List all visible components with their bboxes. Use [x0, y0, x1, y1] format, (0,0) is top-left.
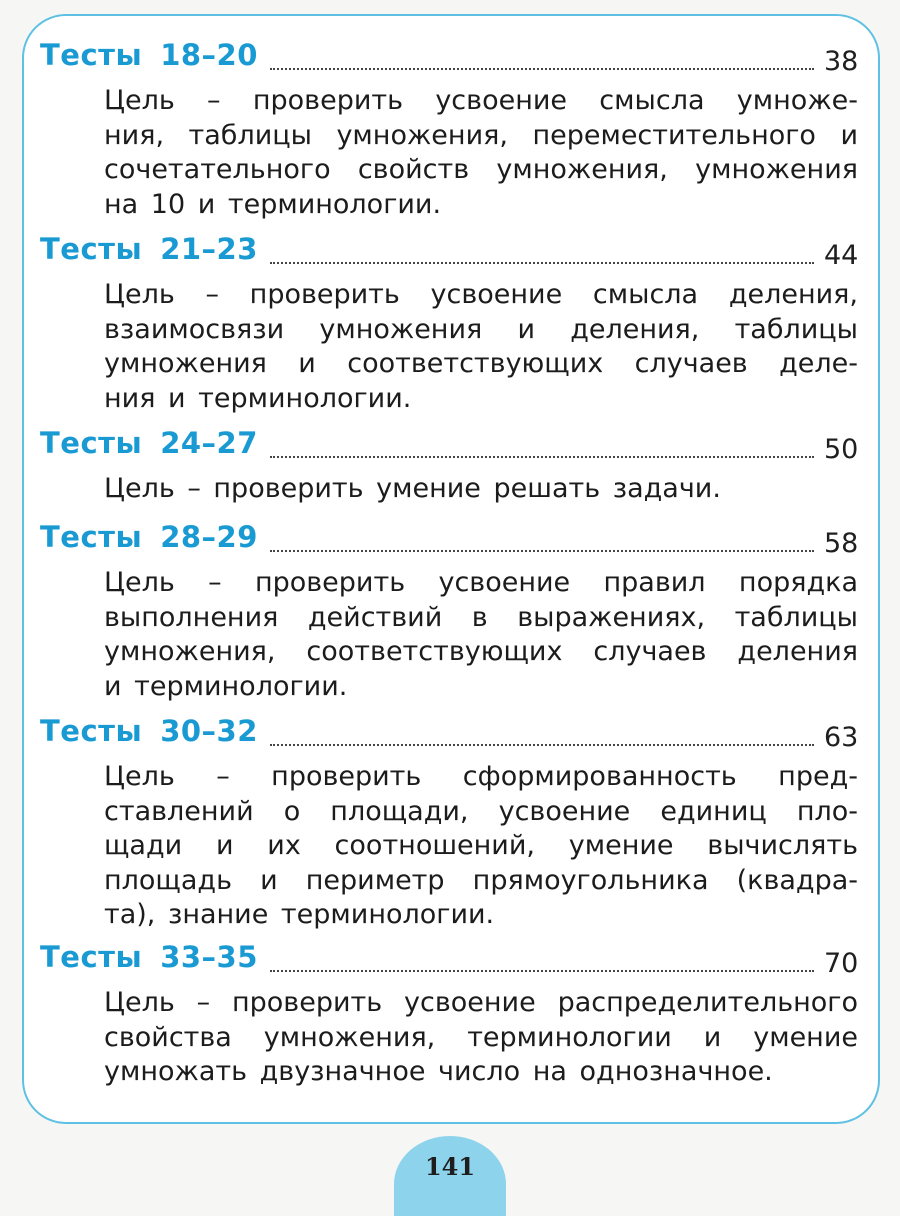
entry-title [40, 232, 258, 266]
description-line: щади и их соотношений, умение вычислять [104, 830, 858, 861]
description-line: свойства умножения, терминологии и умение [104, 1021, 858, 1053]
contents-frame [22, 14, 880, 1124]
entry-title [40, 940, 258, 974]
entry-label: Тесты [40, 426, 143, 460]
entry-label: Тесты [40, 232, 143, 266]
entry-heading [24, 38, 878, 84]
description-line: умножать двузначное число на однозначное. [104, 1056, 773, 1087]
page-ref: 70 [824, 948, 859, 979]
dot-leader [270, 68, 814, 70]
page-ref: 38 [824, 46, 859, 77]
description-line: умножения и соответствующих случаев деле- [104, 348, 858, 379]
description-line: и терминологии. [104, 670, 348, 702]
entry-heading [24, 940, 878, 986]
entry-label: Тесты [40, 940, 143, 974]
entry-heading [24, 232, 878, 278]
entry-heading [24, 714, 878, 760]
entry-range: 21–23 [160, 232, 258, 266]
entry-label: Тесты [40, 714, 143, 748]
entry-label: Тесты [40, 38, 143, 72]
toc-entry [24, 520, 878, 702]
description-line: Цель – проверить усвоение правил порядка [104, 567, 858, 598]
entry-title [40, 714, 258, 748]
description-line: взаимосвязи умножения и деления, таблицы [104, 313, 858, 345]
entry-range: 24–27 [160, 426, 258, 460]
dot-leader [270, 262, 814, 264]
page-number-tab [394, 1136, 506, 1216]
entry-title [40, 426, 258, 460]
dot-leader [270, 970, 814, 972]
description-line: ния и терминологии. [104, 382, 412, 414]
toc-entry [24, 714, 878, 930]
entry-range: 18–20 [160, 38, 258, 72]
description-line: Цель – проверить усвоение смысла умноже- [104, 85, 858, 116]
entry-title [40, 520, 258, 554]
description-line: на 10 и терминологии. [104, 188, 442, 220]
toc-entry [24, 940, 878, 1087]
dot-leader [270, 456, 814, 458]
toc-entry [24, 38, 878, 220]
description-line: Цель – проверить умение решать задачи. [104, 473, 721, 504]
entry-description [104, 278, 858, 416]
entry-heading [24, 520, 878, 566]
description-line: площадь и периметр прямоугольника (квадра- [104, 864, 858, 896]
description-line: ния, таблицы умножения, переместительного и [104, 119, 858, 151]
page-ref: 63 [824, 722, 859, 753]
entry-range: 30–32 [160, 714, 258, 748]
entry-description [104, 986, 858, 1090]
description-line: умножения, соответствующих случаев деления [104, 636, 858, 667]
page-ref: 44 [824, 240, 859, 271]
page-ref: 58 [824, 528, 859, 559]
toc-entry [24, 232, 878, 414]
entry-range: 33–35 [160, 940, 258, 974]
description-line: сочетательного свойств умножения, умножения [104, 154, 858, 185]
page-number: 141 [424, 1152, 476, 1181]
entry-description [104, 760, 858, 933]
page-ref: 50 [824, 434, 859, 465]
entry-description [104, 566, 858, 704]
description-line: ставлений о площади, усвоение единиц пло- [104, 795, 858, 827]
entry-description [104, 84, 858, 222]
toc-entry [24, 426, 878, 504]
description-line: Цель – проверить усвоение смысла деления, [104, 279, 858, 310]
entry-title [40, 38, 258, 72]
description-line: Цель – проверить усвоение распределительного [104, 987, 858, 1018]
description-line: выполнения действий в выражениях, таблицы [104, 601, 858, 633]
dot-leader [270, 744, 814, 746]
entry-description [104, 472, 858, 507]
description-line: та), знание терминологии. [104, 899, 495, 930]
entry-range: 28–29 [160, 520, 258, 554]
description-line: Цель – проверить сформированность пред- [104, 761, 858, 792]
entry-heading [24, 426, 878, 472]
entry-label: Тесты [40, 520, 143, 554]
dot-leader [270, 550, 814, 552]
